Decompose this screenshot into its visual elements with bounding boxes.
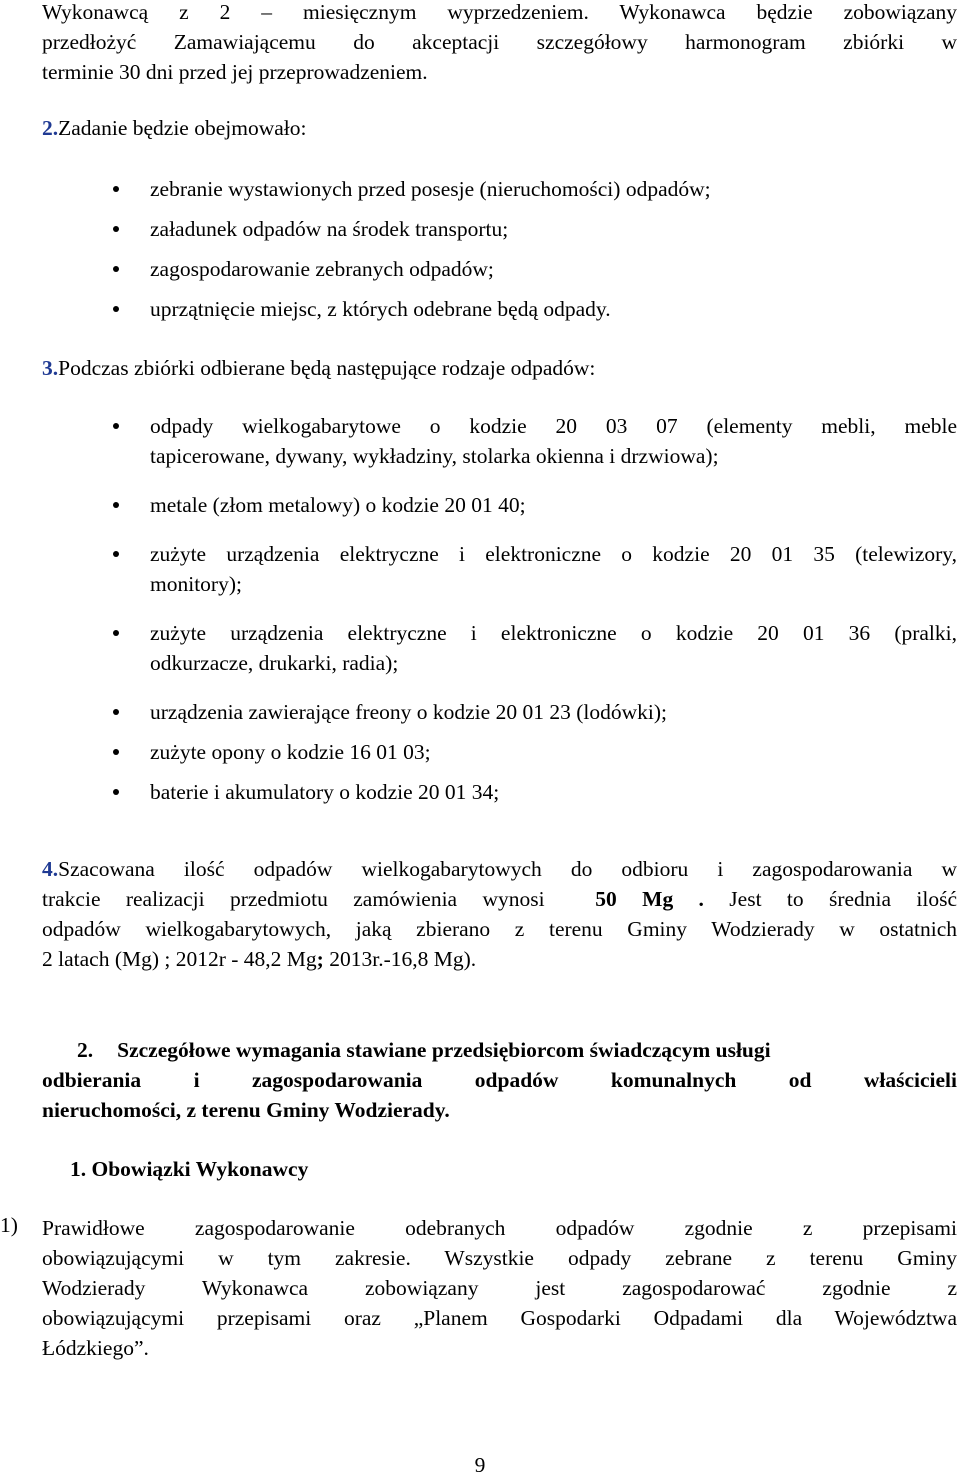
section-title: Podczas zbiórki odbierane będą następujące rodzaje odpadów: <box>58 356 596 380</box>
list-item <box>150 777 957 807</box>
section-number: 3. <box>42 356 59 380</box>
page-number: 9 <box>474 1453 486 1477</box>
point-line: Łódzkiego”. <box>42 1336 149 1360</box>
section-4-paragraph <box>42 854 957 974</box>
subsection-title: Obowiązki Wykonawcy <box>91 1157 309 1181</box>
paragraph-text: Szacowana ilość odpadów wielkogabarytowych do odbioru i zagospodarowania w <box>58 857 957 881</box>
paragraph-text: 2013r.-16,8 Mg). <box>323 947 477 971</box>
list-item-line: tapicerowane, dywany, wykładziny, stolarka okienna i drzwiowa); <box>150 444 719 468</box>
list-item <box>150 411 957 471</box>
heading-text: Szczegółowe wymagania stawiane przedsiębiorcom świadczącym usługi <box>117 1038 771 1062</box>
list-item-line: monitory); <box>150 572 242 596</box>
list-item <box>150 618 957 678</box>
paragraph-text: trakcie realizacji przedmiotu zamówienia wynosi <box>42 887 545 911</box>
paragraph-text: 2 latach (Mg) ; 2012r - 48,2 Mg <box>42 947 317 971</box>
heading-number: 2. <box>77 1038 94 1062</box>
list-item-line: urządzenia zawierające freony o kodzie 20 01 23 (lodówki); <box>150 700 667 724</box>
list-item <box>150 697 957 727</box>
quantity-value: 50 Mg . <box>595 887 704 911</box>
point-line: Prawidłowe zagospodarowanie odebranych odpadów zgodnie z przepisami <box>42 1216 957 1240</box>
paragraph-text: Jest to średnia ilość <box>729 887 958 911</box>
list-item-line: odkurzacze, drukarki, radia); <box>150 651 399 675</box>
section-3-list <box>150 411 957 807</box>
list-item-line: zużyte urządzenia elektryczne i elektroniczne o kodzie 20 01 36 (pralki, <box>150 621 957 645</box>
subsection-heading <box>70 1154 960 1184</box>
point-line: Wodzierady Wykonawca zobowiązany jest zagospodarować zgodnie z <box>42 1276 957 1300</box>
point-label: 1) <box>0 1213 18 1237</box>
intro-paragraph <box>42 0 957 87</box>
list-item-line: odpady wielkogabarytowe o kodzie 20 03 07 (elementy mebli, meble <box>150 414 957 438</box>
section-title: Zadanie będzie obejmowało: <box>58 116 307 140</box>
list-item <box>150 737 957 767</box>
section-2-list <box>150 174 957 324</box>
section-number: 4. <box>42 857 59 881</box>
section-3-heading <box>42 353 957 383</box>
point-line: obowiązującymi przepisami oraz „Planem Gospodarki Odpadami dla Województwa <box>42 1306 957 1330</box>
list-item <box>150 539 957 599</box>
list-item: zebranie wystawionych przed posesje (nieruchomości) odpadów; <box>150 174 957 204</box>
list-item-line: baterie i akumulatory o kodzie 20 01 34; <box>150 780 500 804</box>
list-item: zagospodarowanie zebranych odpadów; <box>150 254 957 284</box>
paragraph-text: odpadów wielkogabarytowych, jaką zbierano z terenu Gminy Wodzierady w ostatnich <box>42 917 957 941</box>
list-item-line: zużyte urządzenia elektryczne i elektroniczne o kodzie 20 01 35 (telewizory, <box>150 542 957 566</box>
intro-line: terminie 30 dni przed jej przeprowadzeniem. <box>42 60 428 84</box>
heading-text: odbierania i zagospodarowania odpadów komunalnych od właścicieli <box>42 1068 957 1092</box>
intro-line: Wykonawcą z 2 – miesięcznym wyprzedzeniem. Wykonawca będzie zobowiązany <box>42 0 957 24</box>
list-item: uprzątnięcie miejsc, z których odebrane będą odpady. <box>150 294 957 324</box>
section-2-heading <box>42 113 957 143</box>
heading-text: nieruchomości, z terenu Gminy Wodzierady. <box>42 1098 450 1122</box>
list-item-line: zużyte opony o kodzie 16 01 03; <box>150 740 431 764</box>
subsection-number: 1. <box>70 1157 87 1181</box>
paragraph-text: ; <box>316 947 324 971</box>
list-item-line: metale (złom metalowy) o kodzie 20 01 40; <box>150 493 526 517</box>
list-item <box>150 490 957 520</box>
list-item: załadunek odpadów na środek transportu; <box>150 214 957 244</box>
intro-line: przedłożyć Zamawiającemu do akceptacji szczegółowy harmonogram zbiórki w <box>42 30 957 54</box>
point-1 <box>0 1213 957 1363</box>
point-line: obowiązującymi w tym zakresie. Wszystkie odpady zebrane z terenu Gminy <box>42 1246 957 1270</box>
section-number: 2. <box>42 116 59 140</box>
section-heading-2 <box>42 1035 957 1125</box>
